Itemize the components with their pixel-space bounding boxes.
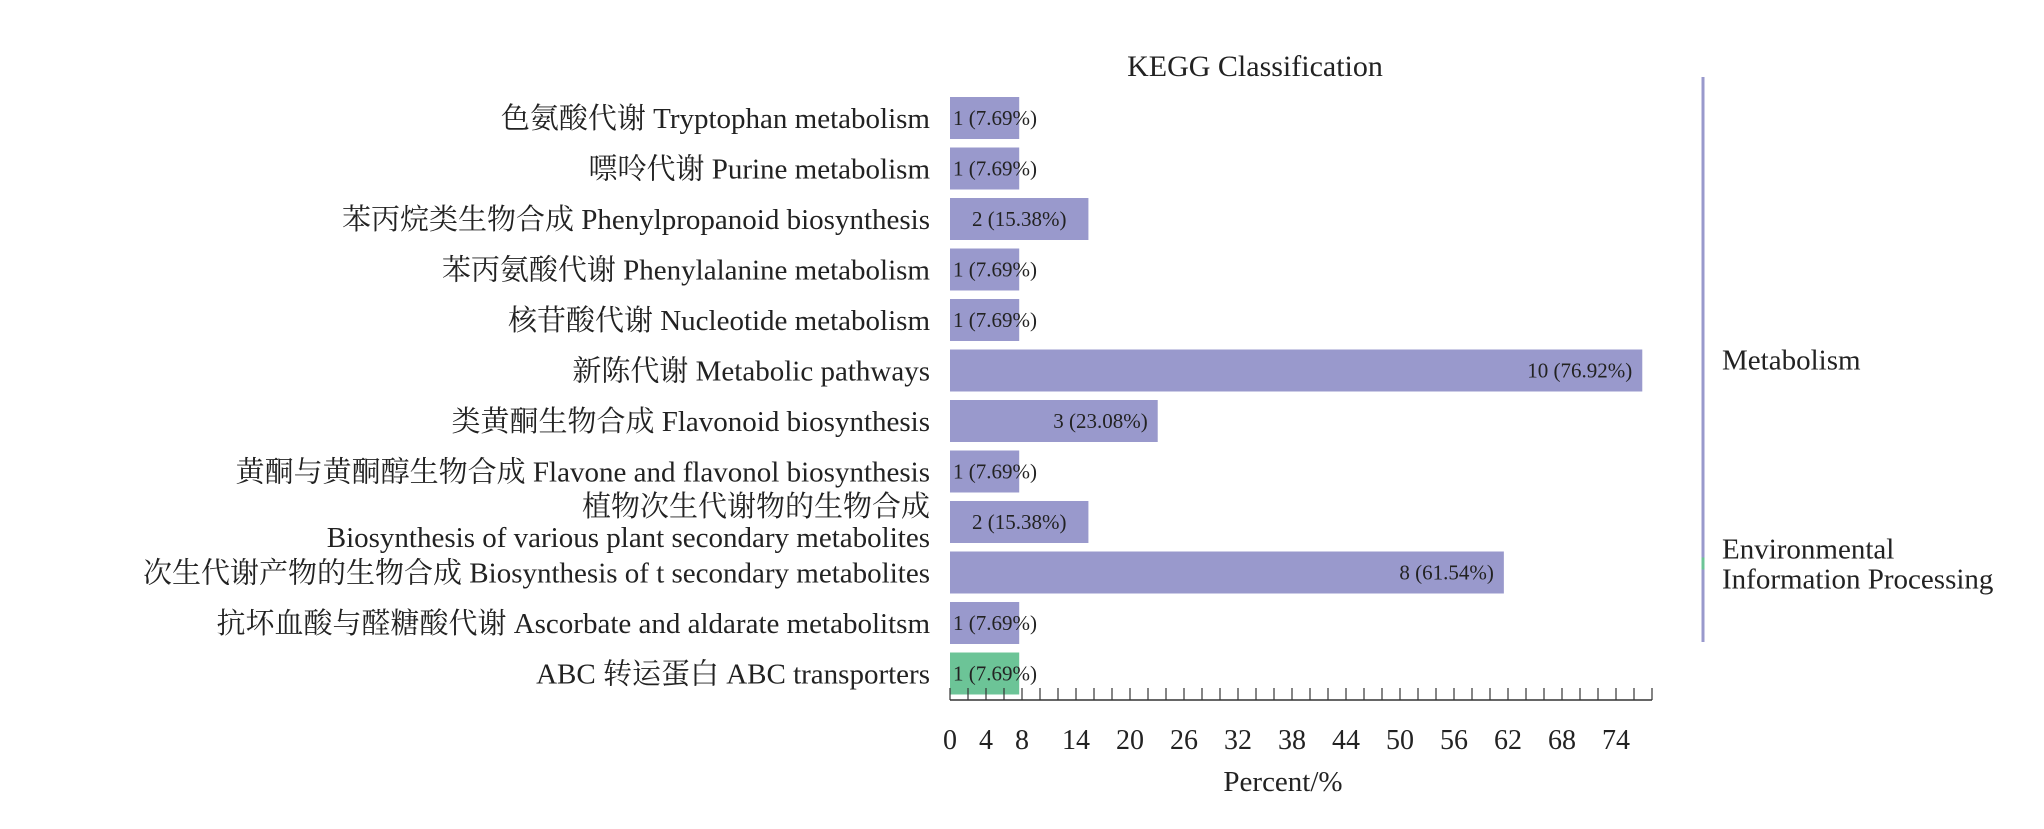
category-label-line: 苯丙烷类生物合成 Phenylpropanoid biosynthesis — [341, 204, 930, 236]
category-label-line: 植物次生代谢物的生物合成 — [581, 491, 930, 523]
x-tick-label: 0 — [943, 725, 957, 756]
group-label-line: Environmental — [1722, 533, 1895, 566]
x-tick-label: 26 — [1170, 725, 1198, 756]
bar-data-label: 1 (7.69%) — [953, 661, 1037, 686]
category-label — [501, 102, 931, 135]
group-label — [1722, 345, 1861, 377]
bar-data-label: 1 (7.69%) — [953, 459, 1037, 484]
category-label-line: 次生代谢产物的生物合成 Biosynthesis of t secondary metabolites — [143, 557, 930, 590]
bar-data-label: 10 (76.92%) — [1527, 358, 1633, 383]
category-label-line: 黄酮与黄酮醇生物合成 Flavone and flavonol biosynthesis — [235, 456, 930, 489]
category-label-line: Biosynthesis of various plant secondary metabolites — [326, 522, 930, 554]
x-axis-title: Percent/% — [1223, 766, 1343, 798]
x-tick-label: 74 — [1602, 725, 1630, 756]
category-label — [588, 153, 930, 186]
x-tick-label: 50 — [1386, 725, 1414, 756]
bar-data-label: 1 (7.69%) — [953, 257, 1037, 282]
category-label-line: 核苷酸代谢 Nucleotide metabolism — [507, 305, 930, 337]
bar-data-label: 3 (23.08%) — [1053, 409, 1148, 433]
category-label-line: 抗坏血酸与醛糖酸代谢 Ascorbate and aldarate metabolitsm — [216, 608, 930, 640]
category-label — [342, 203, 930, 236]
category-label — [236, 456, 930, 489]
group-label-line: Information Processing — [1722, 563, 1994, 596]
x-tick-label: 32 — [1224, 725, 1252, 756]
bar-data-label: 1 (7.69%) — [953, 611, 1037, 635]
category-label-line: 类黄酮生物合成 Flavonoid biosynthesis — [451, 406, 930, 438]
category-label — [451, 405, 930, 438]
category-label-line: 色氨酸代谢 Tryptophan metabolism — [500, 103, 930, 135]
x-tick-label: 20 — [1116, 725, 1144, 756]
category-label — [508, 304, 930, 337]
category-label-line: 嘌呤代谢 Purine metabolism — [588, 153, 930, 186]
category-label-line: 苯丙氨酸代谢 Phenylalanine metabolism — [441, 254, 930, 287]
x-tick-label: 44 — [1332, 725, 1360, 756]
category-label-line: ABC 转运蛋白 ABC transporters — [536, 658, 930, 691]
bar-data-label: 1 (7.69%) — [953, 106, 1037, 130]
x-tick-label: 38 — [1278, 725, 1306, 756]
category-label — [327, 490, 930, 554]
x-tick-label: 8 — [1015, 725, 1029, 756]
chart-title: KEGG Classification — [1127, 50, 1383, 83]
category-label — [536, 658, 930, 691]
category-label-line: 新陈代谢 Metabolic pathways — [572, 355, 930, 388]
category-label — [216, 607, 930, 640]
bar-data-label: 2 (15.38%) — [971, 510, 1067, 534]
category-label — [442, 254, 931, 287]
x-tick-label: 4 — [979, 725, 993, 756]
bar-data-label: 2 (15.38%) — [971, 207, 1067, 231]
group-label — [1722, 534, 1993, 596]
x-tick-label: 56 — [1440, 725, 1468, 756]
group-label-line: Metabolism — [1722, 344, 1861, 377]
bar-data-label: 1 (7.69%) — [953, 156, 1037, 181]
bar-data-label: 1 (7.69%) — [953, 308, 1037, 332]
category-label — [572, 355, 930, 388]
category-label — [143, 557, 930, 590]
x-tick-label: 68 — [1548, 725, 1576, 756]
bar-data-label: 8 (61.54%) — [1399, 560, 1494, 585]
x-tick-label: 14 — [1062, 725, 1090, 756]
x-tick-label: 62 — [1494, 725, 1522, 756]
